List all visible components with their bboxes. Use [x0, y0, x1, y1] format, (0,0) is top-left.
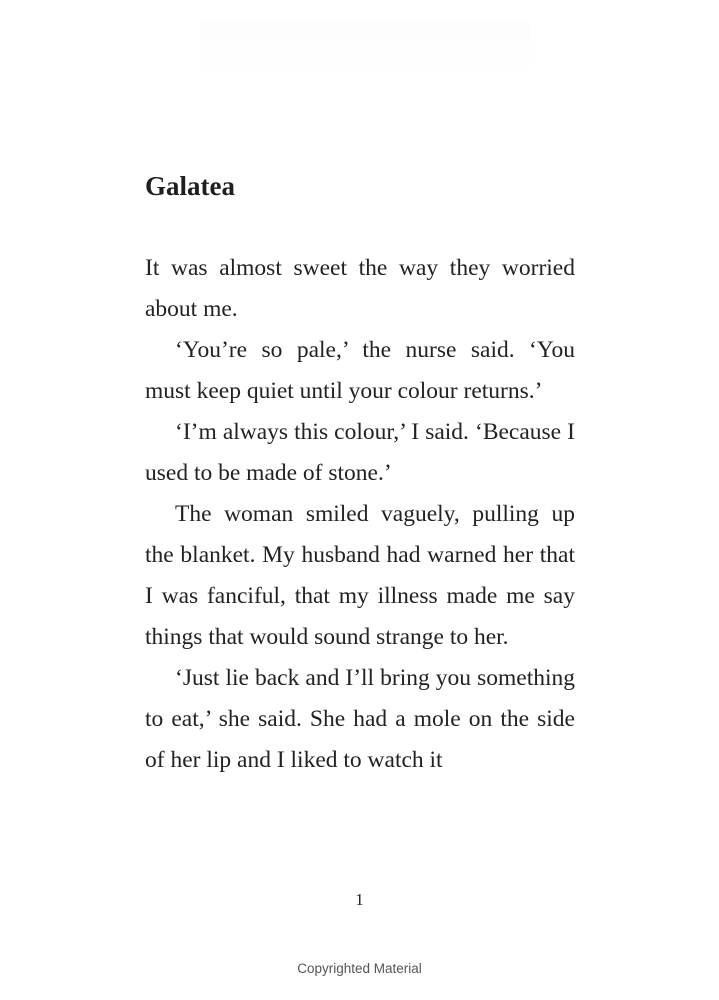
chapter-title: Galatea — [145, 171, 235, 201]
paragraph-3: ‘I’m always this colour,’ I said. ‘Because I used to be made of stone.’ — [145, 419, 575, 486]
paragraph-2: ‘You’re so pale,’ the nurse said. ‘You must keep quiet until your colour returns.’ — [145, 337, 575, 404]
chapter-body — [145, 248, 575, 781]
scan-shadow — [200, 22, 530, 77]
paragraph-4: The woman smiled vaguely, pulling up the blanket. My husband had warned her that I was fanciful, that my illness made me say things that would sound strange to her. — [145, 501, 575, 650]
copyright-notice: Copyrighted Material — [297, 961, 422, 976]
paragraph-1: It was almost sweet the way they worried about me. — [145, 255, 575, 322]
page-number: 1 — [355, 890, 364, 909]
paragraph-5: ‘Just lie back and I’ll bring you something to eat,’ she said. She had a mole on the side of her lip and I liked to watch it — [145, 665, 575, 773]
